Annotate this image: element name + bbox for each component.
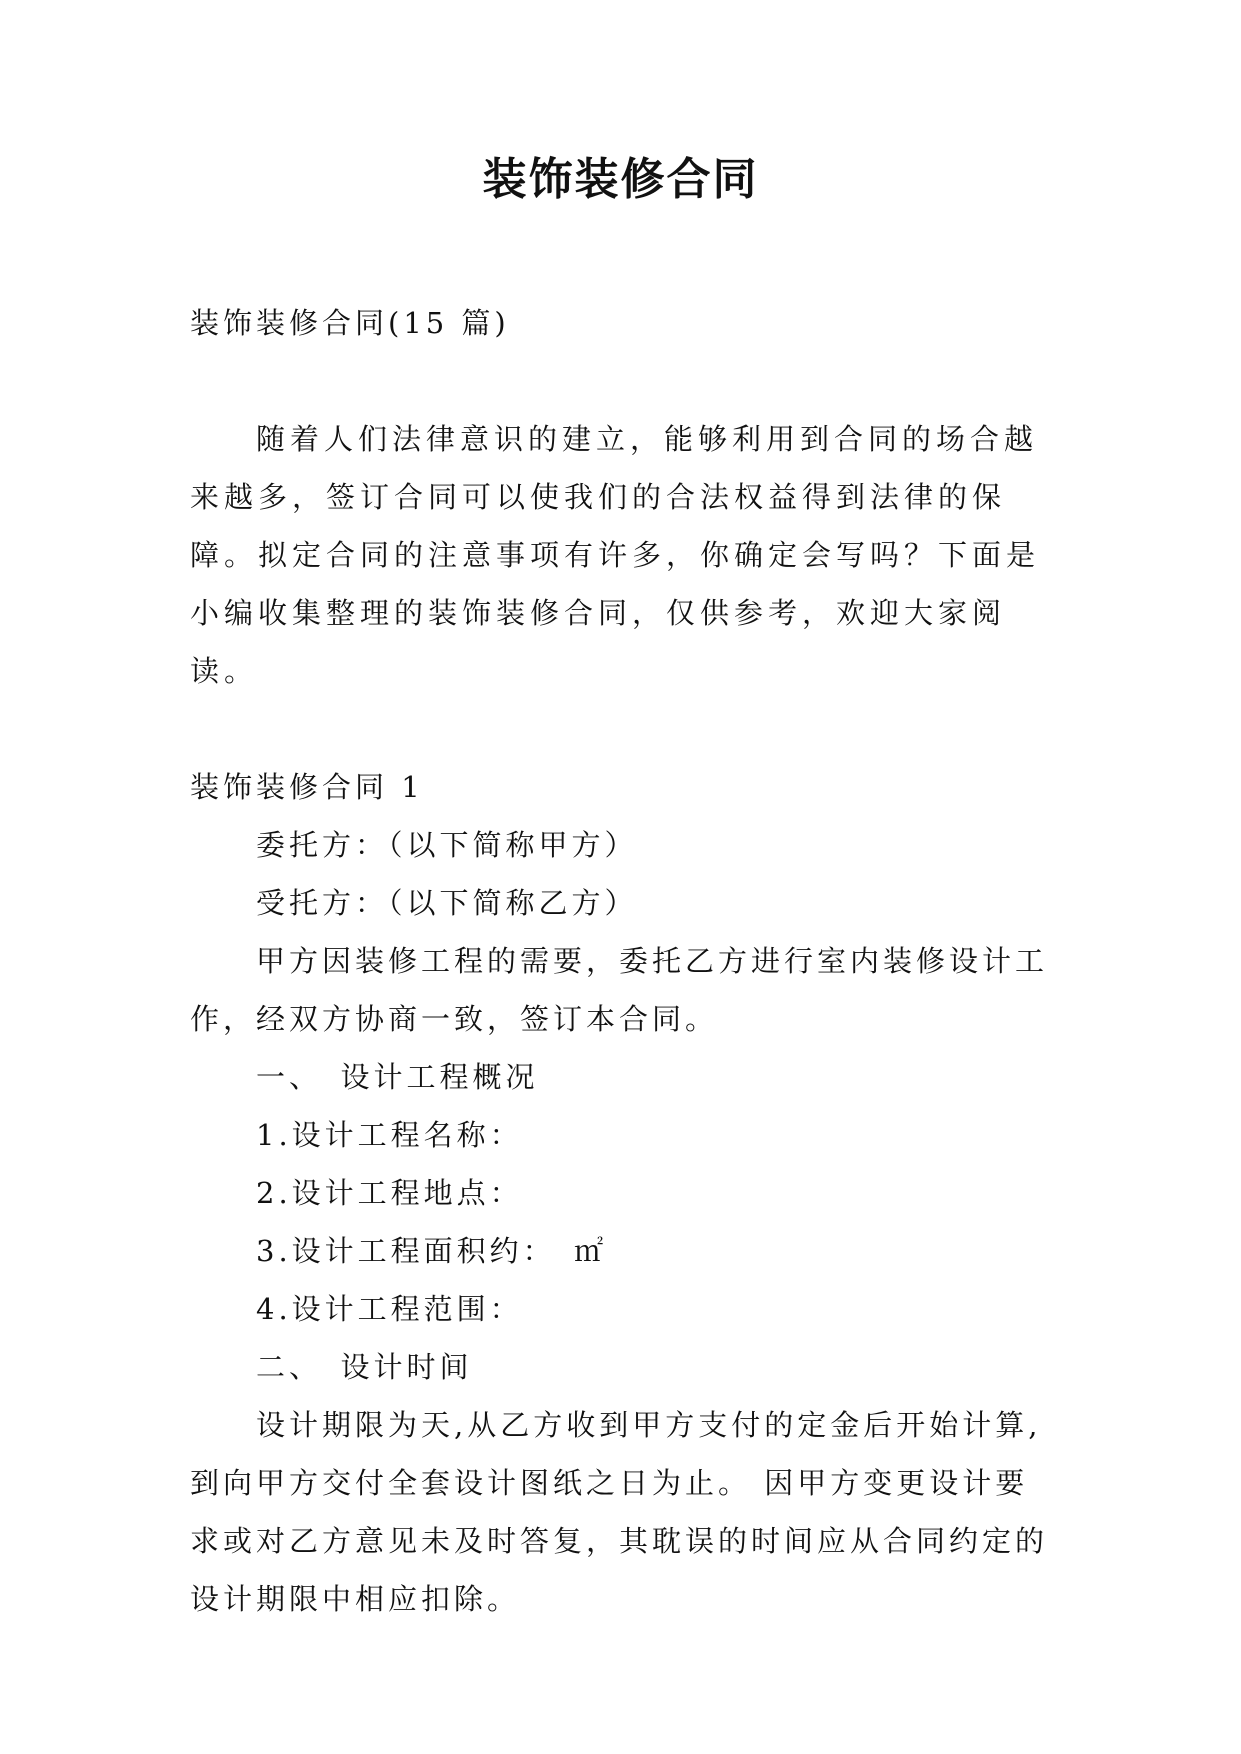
client-line: 委托方：（以下简称甲方）: [256, 828, 638, 862]
document-title: 装饰装修合同: [482, 154, 759, 205]
clause-heading-time: 二、 设计时间: [256, 1350, 473, 1384]
contractor-line: 受托方：（以下简称乙方）: [256, 886, 638, 920]
purpose-paragraph: 甲方因装修工程的需要，委托乙方进行室内装修设计工作，经双方协商一致，签订本合同。: [190, 944, 1049, 1036]
project-scope-line: 4.设计工程范围：: [256, 1292, 523, 1326]
project-location-line: 2.设计工程地点：: [256, 1176, 523, 1210]
section-title: 装饰装修合同 1: [190, 770, 424, 804]
document-body: [190, 294, 1052, 1628]
clause-heading-overview: 一、 设计工程概况: [256, 1060, 539, 1094]
intro-paragraph: 随着人们法律意识的建立，能够利用到合同的场合越来越多，签订合同可以使我们的合法权益得到法律的保障。拟定合同的注意事项有许多，你确定会写吗？下面是小编收集整理的装饰装修合同，仅供参考，欢迎大家阅读。: [190, 422, 1041, 688]
document-subtitle: 装饰装修合同(15 篇): [190, 306, 510, 340]
project-area-line: 3.设计工程面积约： ㎡: [256, 1234, 608, 1268]
project-name-line: 1.设计工程名称：: [256, 1118, 523, 1152]
design-period-paragraph: 设计期限为天,从乙方收到甲方支付的定金后开始计算,到向甲方交付全套设计图纸之日为止。 因甲方变更设计要求或对乙方意见未及时答复，其耽误的时间应从合同约定的设计期限中相应扣除。: [190, 1408, 1049, 1616]
